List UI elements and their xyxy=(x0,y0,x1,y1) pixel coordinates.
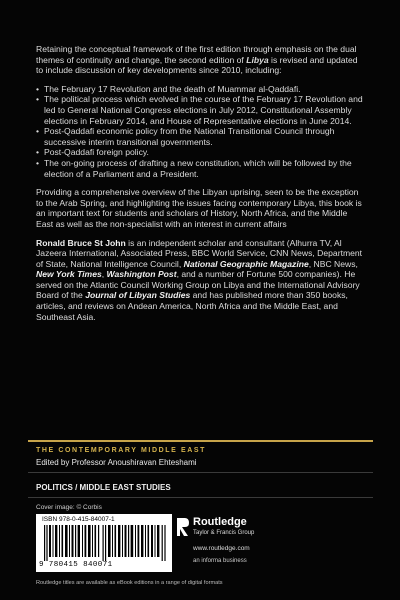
list-item: • Post-Qaddafi foreign policy. xyxy=(36,147,364,158)
bio-italic: National Geographic Magazine xyxy=(183,258,309,269)
bio-text: , NBC News, xyxy=(308,258,358,269)
barcode-digits: 9 780415 840071 xyxy=(39,561,113,569)
bio-text: , xyxy=(101,269,107,280)
barcode-bars xyxy=(44,525,166,561)
subject-category: POLITICS / MIDDLE EAST STUDIES xyxy=(36,483,171,492)
intro-paragraph xyxy=(36,44,364,76)
key-developments-list xyxy=(36,84,364,179)
intro-text: Retaining the conceptual framework of the first edition through emphasis on the dual themes of continuity and change, the second edition of xyxy=(36,44,357,65)
bio-italic: Journal of Libyan Studies xyxy=(85,290,191,301)
divider xyxy=(28,497,373,498)
series-banner xyxy=(28,440,373,472)
isbn-label: ISBN 978-0-415-84007-1 xyxy=(42,516,115,523)
routledge-logo-icon xyxy=(176,517,190,537)
list-item: • The February 17 Revolution and the death of Muammar al-Qaddafi. xyxy=(36,84,364,95)
series-name: THE CONTEMPORARY MIDDLE EAST xyxy=(36,447,207,454)
ebook-note: Routledge titles are available as eBook editions in a range of digital formats xyxy=(36,580,223,586)
description-block xyxy=(36,44,364,330)
informa-tagline: an informa business xyxy=(193,558,247,564)
overview-paragraph: Providing a comprehensive overview of the Libyan uprising, seen to be the exception to the Arab Spring, and highlighting the issues facing contemporary Libya, this book is an important text for students and scholars of History, North Africa, and the Middle East as well as the non-specialist with an interest in current affairs xyxy=(36,187,362,229)
barcode xyxy=(36,514,172,572)
cover-credit: Cover image: © Corbis xyxy=(36,504,102,511)
bio-text: and has published more than 350 books, articles, and reviews on Andean America, North Africa and the Middle East, and Southeast Asia. xyxy=(36,290,348,322)
publisher-name: Routledge xyxy=(193,516,247,528)
list-item: • The political process which evolved in the course of the February 17 Revolution and led to General National Congress elections in July 2012, Constitutional Assembly elections in February 2014, and House of Representative elections in June 2014. xyxy=(36,94,364,126)
bio-italic: Washington Post xyxy=(106,269,177,280)
bio-italic: New York Times xyxy=(36,269,102,280)
bio-text: is an independent scholar and consultant (Alhurra TV, Al Jazeera International, Associated Press, BBC World Service, CNN News, Department of State, National Intelligence Council, xyxy=(36,237,363,269)
publisher-group: Taylor & Francis Group xyxy=(193,530,255,536)
list-item: • The on-going process of drafting a new constitution, which will be followed by the election of a Parliament and a President. xyxy=(36,158,364,179)
list-item: • Post-Qaddafi economic policy from the National Transitional Council through successive interim transitional governments. xyxy=(36,126,364,147)
publisher-block xyxy=(176,514,376,572)
divider xyxy=(28,472,373,473)
intro-text-end: is revised and updated to include discussion of key developments since 2010, including: xyxy=(36,54,358,76)
book-title: Libya xyxy=(246,54,269,65)
author-bio xyxy=(36,238,364,323)
author-name: Ronald Bruce St John xyxy=(36,237,126,248)
series-editor: Edited by Professor Anoushiravan Ehteshami xyxy=(36,458,197,467)
bio-text: , and a number of Fortune 500 companies). He served on the Atlantic Council Working Group on Libya and the International Advisory Board of the xyxy=(36,269,360,301)
publisher-url[interactable]: www.routledge.com xyxy=(193,545,250,552)
